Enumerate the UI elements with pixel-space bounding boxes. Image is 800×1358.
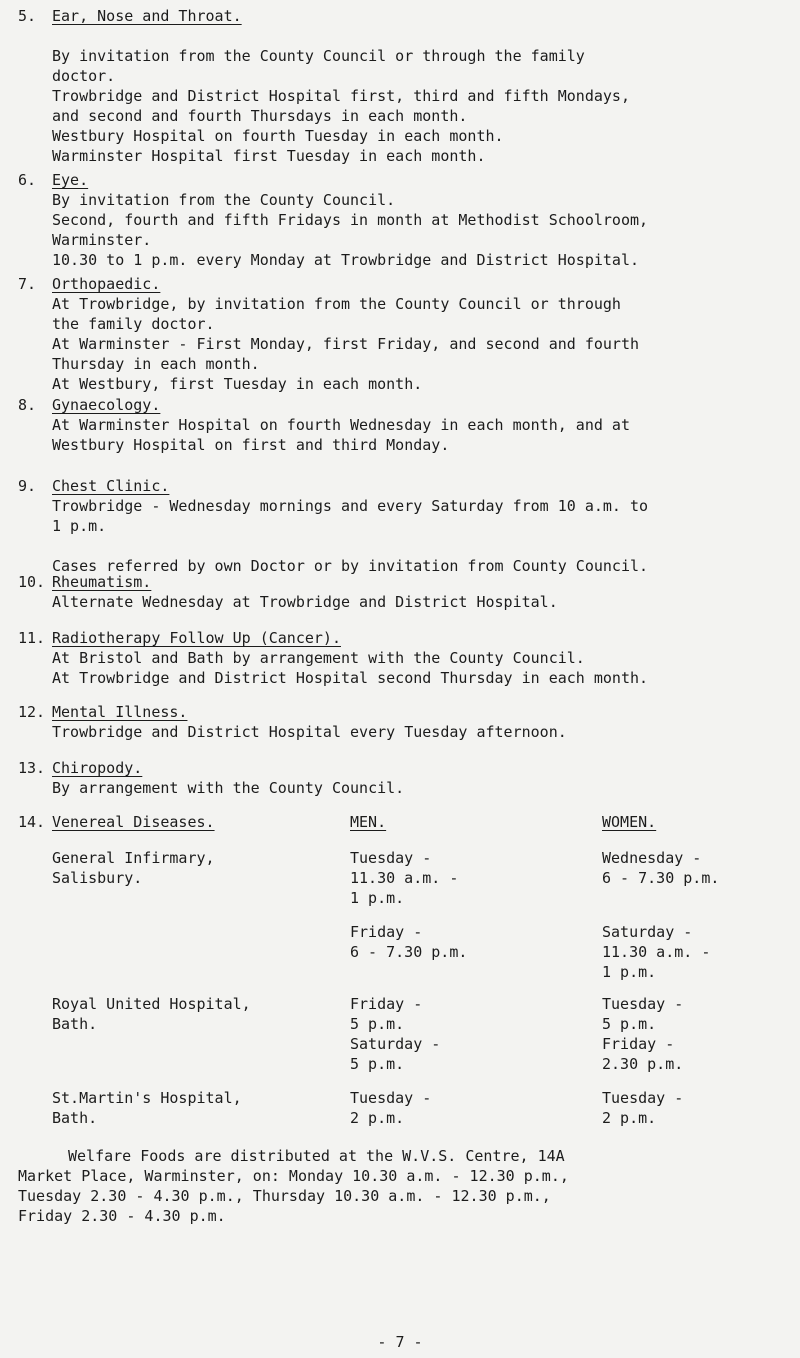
- section-line: and second and fourth Thursdays in each month.: [52, 107, 468, 125]
- section-line: 10.30 to 1 p.m. every Monday at Trowbridge and District Hospital.: [52, 251, 639, 269]
- section-line: At Warminster Hospital on fourth Wednesday in each month, and at: [52, 416, 630, 434]
- section-title: Eye.: [52, 171, 89, 189]
- section-title: Orthopaedic.: [52, 275, 161, 293]
- section-number: 9.: [18, 477, 37, 495]
- men-cell: 2 p.m.: [350, 1109, 405, 1127]
- women-cell: Tuesday -: [602, 1089, 684, 1107]
- women-cell: 6 - 7.30 p.m.: [602, 869, 720, 887]
- place-cell: Salisbury.: [52, 869, 143, 887]
- men-cell: 6 - 7.30 p.m.: [350, 943, 468, 961]
- section-line: Westbury Hospital on fourth Tuesday in each month.: [52, 127, 504, 145]
- women-cell: 11.30 a.m. -: [602, 943, 711, 961]
- section-number: 6.: [18, 171, 37, 189]
- section-line: At Trowbridge, by invitation from the County Council or through: [52, 295, 621, 313]
- section-title: Gynaecology.: [52, 396, 161, 414]
- section-line: Thursday in each month.: [52, 355, 260, 373]
- section-title: Ear, Nose and Throat.: [52, 7, 242, 25]
- section-line: Trowbridge - Wednesday mornings and every Saturday from 10 a.m. to: [52, 497, 649, 515]
- section-line: Warminster Hospital first Tuesday in each month.: [52, 147, 486, 165]
- section-venereal-diseases: [0, 812, 800, 1142]
- section-number: 11.: [18, 629, 46, 647]
- women-cell: 5 p.m.: [602, 1015, 657, 1033]
- section-line: Warminster.: [52, 231, 152, 249]
- place-cell: Bath.: [52, 1015, 98, 1033]
- women-cell: 2.30 p.m.: [602, 1055, 684, 1073]
- women-cell: Tuesday -: [602, 995, 684, 1013]
- section-line: Cases referred by own Doctor or by invitation from County Council.: [52, 557, 649, 575]
- section-line: Second, fourth and fifth Fridays in month at Methodist Schoolroom,: [52, 211, 649, 229]
- section-line: By invitation from the County Council.: [52, 191, 396, 209]
- section-title: Mental Illness.: [52, 703, 188, 721]
- paragraph-line: Welfare Foods are distributed at the W.V.S. Centre, 14A: [68, 1147, 565, 1165]
- place-cell: St.Martin's Hospital,: [52, 1089, 242, 1107]
- section-title: Chest Clinic.: [52, 477, 170, 495]
- women-cell: Saturday -: [602, 923, 693, 941]
- men-column-header: MEN.: [350, 813, 387, 831]
- section-title: Chiropody.: [52, 759, 143, 777]
- section-title: Radiotherapy Follow Up (Cancer).: [52, 629, 341, 647]
- women-cell: 2 p.m.: [602, 1109, 657, 1127]
- place-cell: Bath.: [52, 1109, 98, 1127]
- men-cell: Tuesday -: [350, 849, 432, 867]
- section-number: 7.: [18, 275, 37, 293]
- men-cell: 11.30 a.m. -: [350, 869, 459, 887]
- section-line: At Trowbridge and District Hospital second Thursday in each month.: [52, 669, 649, 687]
- section-line: the family doctor.: [52, 315, 215, 333]
- section-number: 13.: [18, 759, 46, 777]
- women-cell: Wednesday -: [602, 849, 702, 867]
- paragraph-line: Tuesday 2.30 - 4.30 p.m., Thursday 10.30 a.m. - 12.30 p.m.,: [18, 1187, 551, 1205]
- place-cell: General Infirmary,: [52, 849, 215, 867]
- paragraph-line: Friday 2.30 - 4.30 p.m.: [18, 1207, 226, 1225]
- section-line: By invitation from the County Council or through the family: [52, 47, 585, 65]
- men-cell: 5 p.m.: [350, 1015, 405, 1033]
- section-line: doctor.: [52, 67, 116, 85]
- section-number: 14.: [18, 813, 46, 831]
- men-cell: Friday -: [350, 995, 423, 1013]
- section-number: 12.: [18, 703, 46, 721]
- men-cell: Friday -: [350, 923, 423, 941]
- women-cell: 1 p.m.: [602, 963, 657, 981]
- section-line: Westbury Hospital on first and third Monday.: [52, 436, 450, 454]
- section-title: Rheumatism.: [52, 573, 152, 591]
- section-line: Trowbridge and District Hospital first, third and fifth Mondays,: [52, 87, 630, 105]
- section-line: [52, 536, 787, 556]
- section-number: 8.: [18, 396, 37, 414]
- page-number: - 7 -: [377, 1333, 423, 1351]
- paragraph-line: Market Place, Warminster, on: Monday 10.30 a.m. - 12.30 p.m.,: [18, 1167, 569, 1185]
- section-line: At Bristol and Bath by arrangement with the County Council.: [52, 649, 585, 667]
- men-cell: 1 p.m.: [350, 889, 405, 907]
- men-cell: Tuesday -: [350, 1089, 432, 1107]
- men-cell: 5 p.m.: [350, 1055, 405, 1073]
- section-line: At Westbury, first Tuesday in each month.: [52, 375, 423, 393]
- section-title: Venereal Diseases.: [52, 813, 215, 831]
- section-line: 1 p.m.: [52, 517, 107, 535]
- section-line: At Warminster - First Monday, first Friday, and second and fourth: [52, 335, 639, 353]
- women-cell: Friday -: [602, 1035, 675, 1053]
- section-number: 5.: [18, 7, 37, 25]
- men-cell: Saturday -: [350, 1035, 441, 1053]
- section-line: Trowbridge and District Hospital every Tuesday afternoon.: [52, 723, 567, 741]
- women-column-header: WOMEN.: [602, 813, 657, 831]
- place-cell: Royal United Hospital,: [52, 995, 251, 1013]
- section-number: 10.: [18, 573, 46, 591]
- section-line: By arrangement with the County Council.: [52, 779, 405, 797]
- section-line: Alternate Wednesday at Trowbridge and District Hospital.: [52, 593, 558, 611]
